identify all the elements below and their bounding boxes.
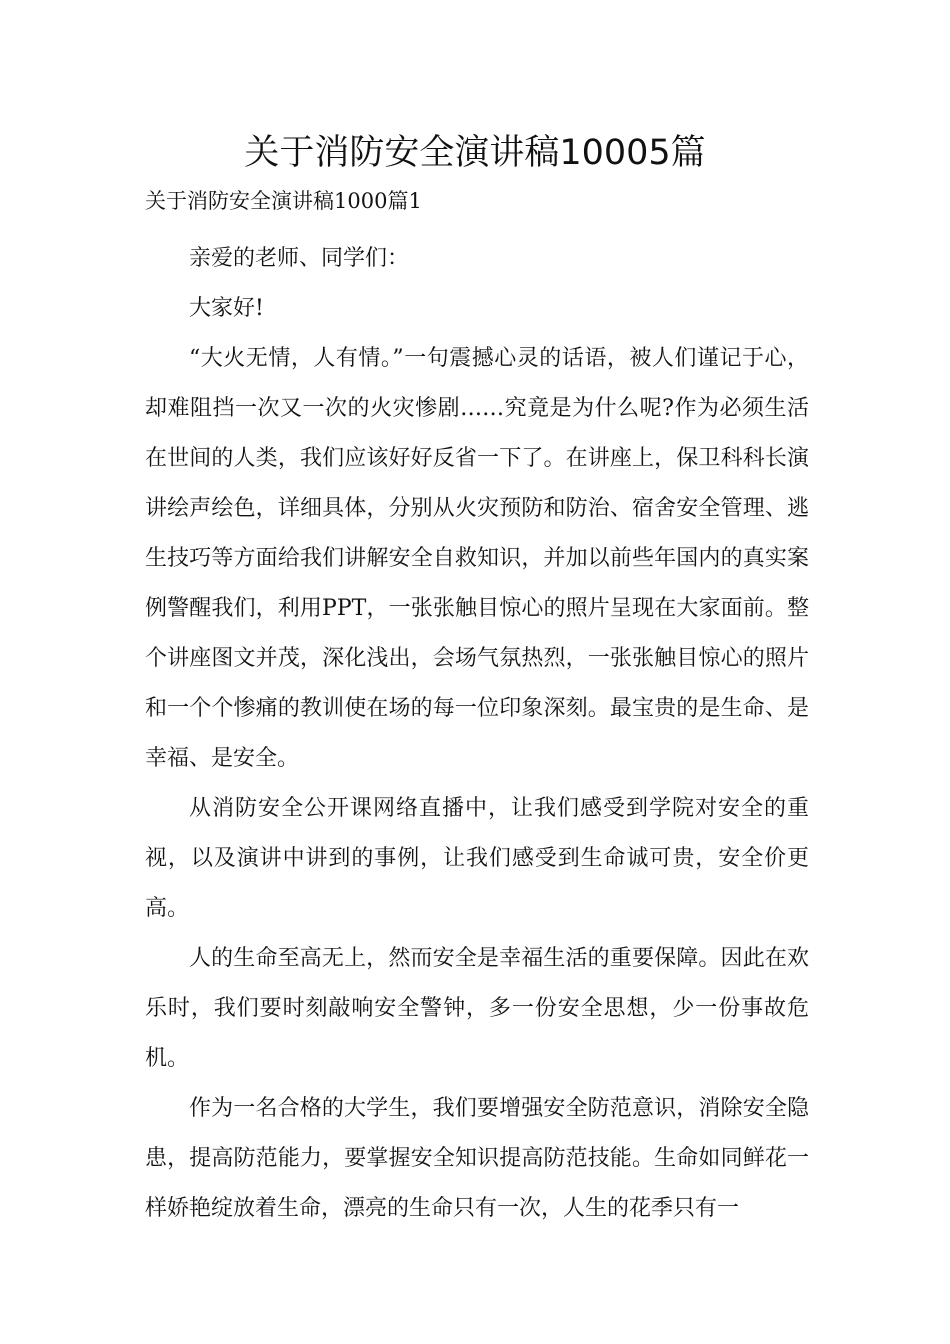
body-paragraph: 从消防安全公开课网络直播中，让我们感受到学院对安全的重视，以及演讲中讲到的事例，让我们感受到生命诚可贵，安全价更高。	[145, 796, 809, 921]
greeting: 大家好!	[189, 296, 264, 321]
document-title: 关于消防安全演讲稿10005篇	[244, 133, 706, 173]
body-paragraph: 作为一名合格的大学生，我们要增强安全防范意识，消除安全隐患，提高防范能力，要掌握安全知识提高防范技能。生命如同鲜花一样娇艳绽放着生命，漂亮的生命只有一次，人生的花季只有一	[145, 1096, 809, 1221]
body-paragraph: 人的生命至高无上，然而安全是幸福生活的重要保障。因此在欢乐时，我们要时刻敲响安全警钟，多一份安全思想，少一份事故危机。	[145, 946, 809, 1071]
salutation: 亲爱的老师、同学们：	[189, 246, 410, 271]
body-paragraph: “大火无情，人有情。”一句震撼心灵的话语，被人们谨记于心，却难阻挡一次又一次的火灾惨剧……究竟是为什么呢?作为必须生活在世间的人类，我们应该好好反省一下了。在讲座上，保卫科科长演讲绘声绘色，详细具体，分别从火灾预防和防治、宿舍安全管理、逃生技巧等方面给我们讲解安全自救知识，并加以前些年国内的真实案例警醒我们，利用PPT，一张张触目惊心的照片呈现在大家面前。整个讲座图文并茂，深化浅出，会场气氛热烈，一张张触目惊心的照片和一个个惨痛的教训使在场的每一位印象深刻。最宝贵的是生命、是幸福、是安全。	[145, 346, 809, 771]
document-body	[145, 234, 809, 1234]
section-heading: 关于消防安全演讲稿1000篇1	[145, 189, 422, 213]
